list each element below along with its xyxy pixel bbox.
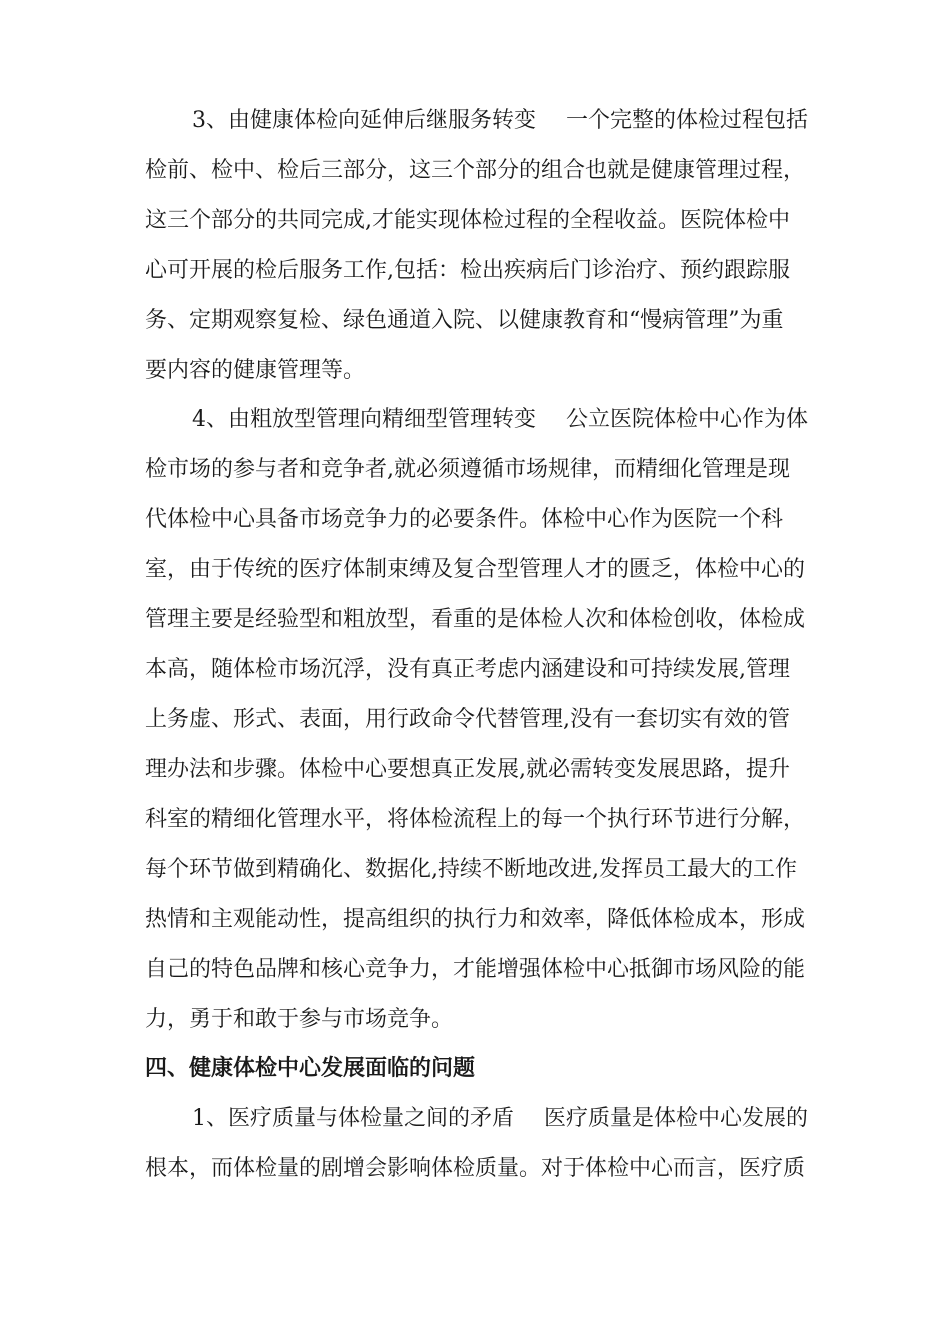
p3-line-1 <box>192 1104 808 1134</box>
p2-line-13: 力，勇于和敢于参与市场竞争。 <box>145 1007 454 1032</box>
p1-line-6: 要内容的健康管理等。 <box>145 358 366 383</box>
p2-line-6: 本高，随体检市场沉浮，没有真正考虑内涵建设和可持续发展,管理 <box>145 657 790 682</box>
p2-line-1 <box>192 405 808 435</box>
p2-lead: 公立医院体检中心作为体 <box>566 407 809 432</box>
p2-line-7: 上务虚、形式、表面，用行政命令代替管理,没有一套切实有效的管 <box>145 707 790 732</box>
p2-line-12: 自己的特色品牌和核心竞争力，才能增强体检中心抵御市场风险的能 <box>145 957 806 982</box>
p1-line-3: 这三个部分的共同完成,才能实现体检过程的全程收益。医院体检中 <box>145 208 790 233</box>
p1-line-4: 心可开展的检后服务工作,包括：检出疾病后门诊治疗、预约跟踪服 <box>145 258 790 283</box>
p2-line-11: 热情和主观能动性，提高组织的执行力和效率，降低体检成本，形成 <box>145 907 806 932</box>
p2-line-9: 科室的精细化管理水平，将体检流程上的每一个执行环节进行分解， <box>145 807 806 832</box>
p3-topic: 1、医疗质量与体检量之间的矛盾 <box>192 1106 514 1131</box>
p2-line-4: 室，由于传统的医疗体制束缚及复合型管理人才的匮乏，体检中心的 <box>145 557 806 582</box>
p2-line-8: 理办法和步骤。体检中心要想真正发展,就必需转变发展思路，提升 <box>145 757 790 782</box>
p3-line-2: 根本，而体检量的剧增会影响体检质量。对于体检中心而言，医疗质 <box>145 1156 806 1181</box>
p1-topic: 3、由健康体检向延伸后继服务转变 <box>192 108 536 133</box>
p2-topic: 4、由粗放型管理向精细型管理转变 <box>192 407 536 432</box>
p2-line-3: 代体检中心具备市场竞争力的必要条件。体检中心作为医院一个科 <box>145 507 784 532</box>
p3-lead: 医疗质量是体检中心发展的 <box>544 1106 809 1131</box>
p1-line-1 <box>192 106 808 136</box>
p2-line-10: 每个环节做到精确化、数据化,持续不断地改进,发挥员工最大的工作 <box>145 857 797 882</box>
p1-line-2: 检前、检中、检后三部分，这三个部分的组合也就是健康管理过程， <box>145 158 806 183</box>
p2-line-5: 管理主要是经验型和粗放型，看重的是体检人次和体检创收，体检成 <box>145 607 806 632</box>
section-heading: 四、健康体检中心发展面临的问题 <box>145 1056 476 1081</box>
p2-line-2: 检市场的参与者和竞争者,就必须遵循市场规律，而精细化管理是现 <box>145 457 790 482</box>
p1-line-5: 务、定期观察复检、绿色通道入院、以健康教育和“慢病管理”为重 <box>145 308 784 333</box>
p1-lead: 一个完整的体检过程包括 <box>566 108 809 133</box>
